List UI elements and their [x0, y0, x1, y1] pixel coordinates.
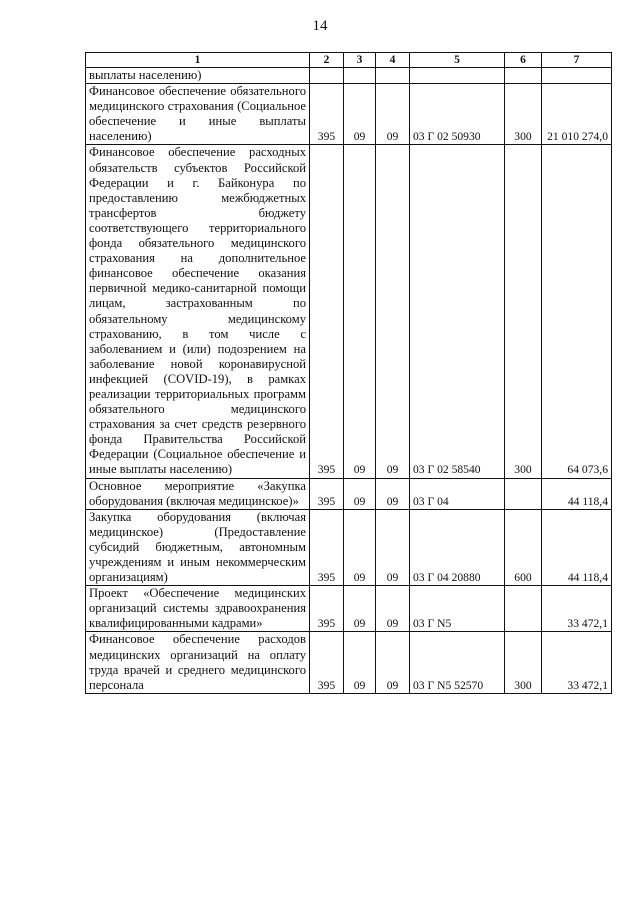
cell-col3: 09	[344, 586, 376, 632]
cell-col3	[344, 68, 376, 84]
column-header: 4	[376, 53, 410, 68]
cell-col6	[505, 68, 542, 84]
cell-col3: 09	[344, 478, 376, 509]
cell-col3: 09	[344, 632, 376, 693]
cell-col6	[505, 586, 542, 632]
cell-col4: 09	[376, 509, 410, 585]
table-row	[86, 586, 612, 632]
cell-col7: 64 073,6	[542, 145, 612, 478]
cell-col4: 09	[376, 478, 410, 509]
cell-col7: 33 472,1	[542, 632, 612, 693]
cell-col4: 09	[376, 84, 410, 145]
row-name: выплаты населению)	[86, 68, 310, 84]
cell-col5: 03 Г 04	[410, 478, 505, 509]
row-name: Финансовое обеспечение расходов медицинских организаций на оплату труда врачей и среднего медицинского персонала	[86, 632, 310, 693]
cell-col6	[505, 478, 542, 509]
cell-col3: 09	[344, 509, 376, 585]
cell-col7: 44 118,4	[542, 478, 612, 509]
cell-col3: 09	[344, 145, 376, 478]
cell-col4: 09	[376, 145, 410, 478]
table-row	[86, 84, 612, 145]
cell-col2: 395	[310, 632, 344, 693]
row-name: Закупка оборудования (включая медицинское) (Предоставление субсидий бюджетным, автономным учреждениям и иным некоммерческим организациям)	[86, 509, 310, 585]
cell-col2: 395	[310, 478, 344, 509]
page-number: 14	[312, 18, 328, 34]
table-header-row	[86, 53, 612, 68]
cell-col7: 21 010 274,0	[542, 84, 612, 145]
table-row	[86, 632, 612, 693]
column-header: 5	[410, 53, 505, 68]
cell-col5: 03 Г 02 58540	[410, 145, 505, 478]
row-name: Финансовое обеспечение расходных обязательств субъектов Российской Федерации и г. Байконура по предоставлению межбюджетных трансфертов бюджету соответствующего территориального фонда обязательного медицинского страхования на дополнительное финансовое обеспечение оказания первичной медико-санитарной помощи лицам, застрахованным по обязательному медицинскому страхованию, в том числе с заболеванием и (или) подозрением на заболевание новой коронавирусной инфекцией (COVID-19), в рамках реализации территориальных программ обязательного медицинского страхования за счет средств резервного фонда Правительства Российской Федерации (Социальное обеспечение и иные выплаты населению)	[86, 145, 310, 478]
cell-col2: 395	[310, 509, 344, 585]
table-row	[86, 478, 612, 509]
column-header: 1	[86, 53, 310, 68]
cell-col2: 395	[310, 586, 344, 632]
cell-col7	[542, 68, 612, 84]
cell-col4: 09	[376, 632, 410, 693]
cell-col5: 03 Г 02 50930	[410, 84, 505, 145]
cell-col2: 395	[310, 145, 344, 478]
column-header: 3	[344, 53, 376, 68]
cell-col5	[410, 68, 505, 84]
cell-col4	[376, 68, 410, 84]
cell-col2	[310, 68, 344, 84]
column-header: 2	[310, 53, 344, 68]
budget-table	[85, 52, 612, 694]
cell-col5: 03 Г N5	[410, 586, 505, 632]
cell-col5: 03 Г N5 52570	[410, 632, 505, 693]
cell-col4: 09	[376, 586, 410, 632]
column-header: 7	[542, 53, 612, 68]
column-header: 6	[505, 53, 542, 68]
row-name: Основное мероприятие «Закупка оборудования (включая медицинское)»	[86, 478, 310, 509]
cell-col6: 300	[505, 145, 542, 478]
table-row	[86, 145, 612, 478]
table-row	[86, 509, 612, 585]
row-name: Проект «Обеспечение медицинских организаций системы здравоохранения квалифицированными кадрами»	[86, 586, 310, 632]
table-row	[86, 68, 612, 84]
cell-col6: 300	[505, 84, 542, 145]
row-name: Финансовое обеспечение обязательного медицинского страхования (Социальное обеспечение и иные выплаты населению)	[86, 84, 310, 145]
cell-col5: 03 Г 04 20880	[410, 509, 505, 585]
cell-col6: 300	[505, 632, 542, 693]
cell-col6: 600	[505, 509, 542, 585]
cell-col7: 44 118,4	[542, 509, 612, 585]
cell-col7: 33 472,1	[542, 586, 612, 632]
cell-col3: 09	[344, 84, 376, 145]
cell-col2: 395	[310, 84, 344, 145]
